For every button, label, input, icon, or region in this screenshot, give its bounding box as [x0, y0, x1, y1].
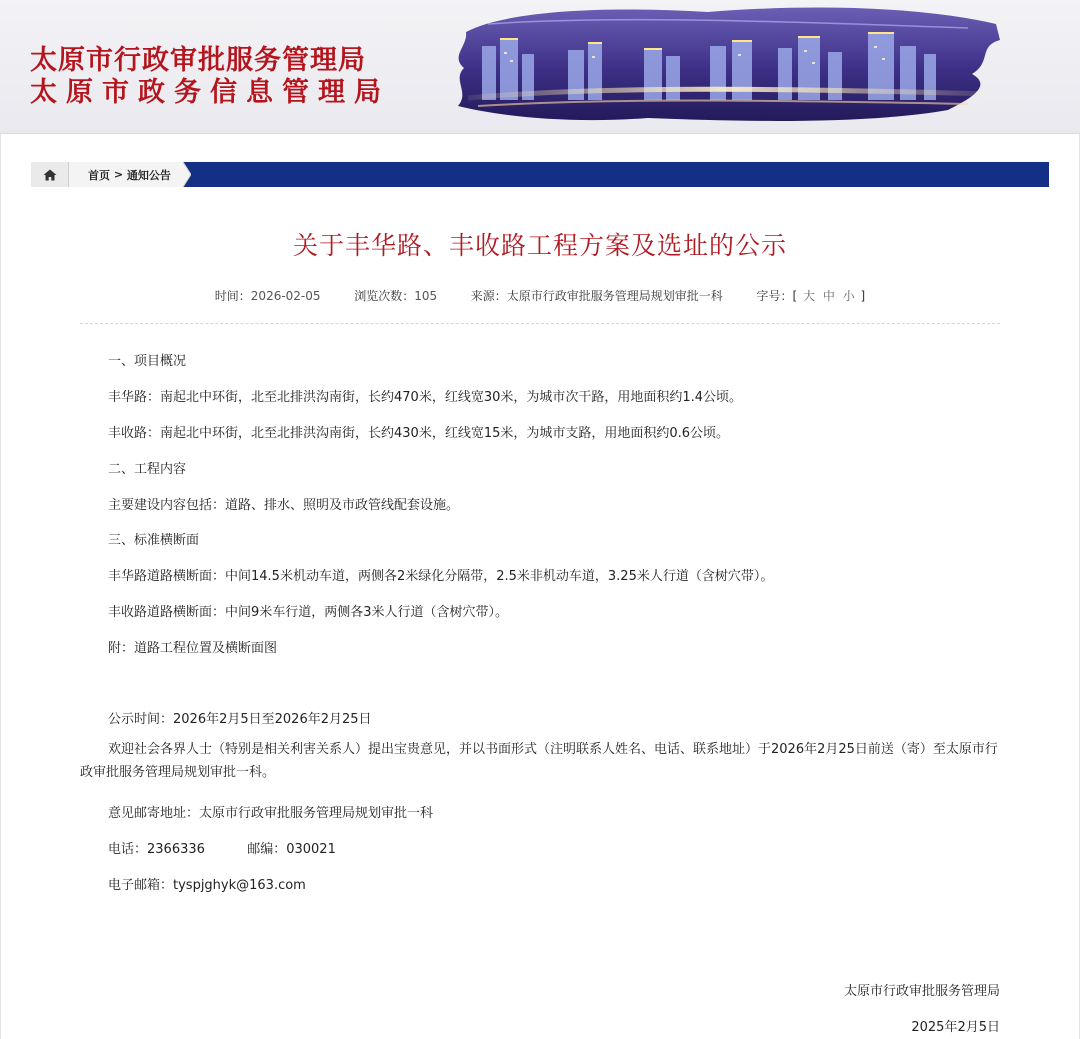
contact-line [108, 838, 336, 857]
breadcrumb-arrow-shape [177, 162, 191, 187]
paragraph-construction: 主要建设内容包括：道路、排水、照明及市政管线配套设施。 [108, 498, 460, 513]
breadcrumb [69, 162, 177, 187]
font-size-label: 字号： [756, 289, 793, 303]
postcode-label: 邮编： [247, 842, 287, 857]
publish-date: 2026-02-05 [250, 289, 321, 303]
signature-date: 2025年2月5日 [911, 1020, 1000, 1035]
font-size-medium-button[interactable]: 中 [822, 289, 835, 303]
attachment-note: 附：道路工程位置及横断面图 [108, 641, 278, 656]
paragraph-mail-address: 意见邮寄地址：太原市行政审批服务管理局规划审批一科 [108, 806, 434, 821]
paragraph-fengshou-section: 丰收路道路横断面：中间9米车行道，两侧各3米人行道（含树穴带）。 [108, 605, 509, 620]
home-icon [43, 169, 57, 181]
breadcrumb-home-button[interactable] [31, 162, 69, 187]
font-size-large-button[interactable]: 大 [803, 289, 816, 303]
article-source: 太原市行政审批服务管理局规划审批一科 [506, 289, 723, 303]
section-heading-content: 二、工程内容 [108, 462, 187, 477]
site-header-banner [0, 0, 1080, 134]
title-divider [80, 323, 1000, 324]
time-label: 时间： [214, 289, 251, 303]
postcode: 030021 [286, 842, 336, 857]
font-size-small-button[interactable]: 小 [842, 289, 855, 303]
signature-org: 太原市行政审批服务管理局 [843, 984, 1000, 999]
paragraph-invitation: 欢迎社会各界人士（特别是相关利害关系人）提出宝贵意见，并以书面形式（注明联系人姓名、电话、联系地址）于2026年2月25日前送（寄）至太原市行政审批服务管理局规划审批一科。 [80, 742, 998, 780]
phone-label: 电话： [108, 842, 148, 857]
bracket-open: [ [792, 289, 798, 303]
breadcrumb-current-link[interactable]: 通知公告 [126, 168, 171, 182]
article-meta [0, 287, 1080, 304]
city-night-skyline-image [448, 2, 1008, 128]
paragraph-publicity-period: 公示时间：2026年2月5日至2026年2月25日 [108, 712, 372, 727]
breadcrumb-home-link[interactable]: 首页 [88, 168, 110, 182]
article-title: 关于丰华路、丰收路工程方案及选址的公示 [292, 231, 787, 260]
section-heading-overview: 一、项目概况 [108, 354, 187, 369]
bracket-close: ] [860, 289, 866, 303]
paragraph-fengshou-road: 丰收路：南起北中环街，北至北排洪沟南街，长约430米，红线宽15米，为城市支路，用地面积约0.6公顷。 [108, 426, 730, 441]
paragraph-fenghua-road: 丰华路：南起北中环街，北至北排洪沟南街，长约470米，红线宽30米，为城市次干路，用地面积约1.4公顷。 [108, 390, 743, 405]
page-frame [0, 134, 1080, 1039]
phone-number: 2366336 [147, 842, 205, 857]
site-title-line1: 太原市行政审批服务管理局 [30, 45, 366, 76]
paragraph-fenghua-section: 丰华路道路横断面：中间14.5米机动车道，两侧各2米绿化分隔带，2.5米非机动车道，3.25米人行道（含树穴带）。 [108, 569, 774, 584]
paragraph-email: 电子邮箱：tyspjghyk@163.com [108, 878, 306, 893]
section-heading-cross-section: 三、标准横断面 [108, 533, 200, 548]
source-label: 来源： [470, 289, 507, 303]
breadcrumb-separator: > [110, 168, 127, 181]
site-title-line2: 太原市政务信息管理局 [30, 77, 390, 108]
view-count: 105 [414, 289, 438, 303]
views-label: 浏览次数： [354, 289, 415, 303]
